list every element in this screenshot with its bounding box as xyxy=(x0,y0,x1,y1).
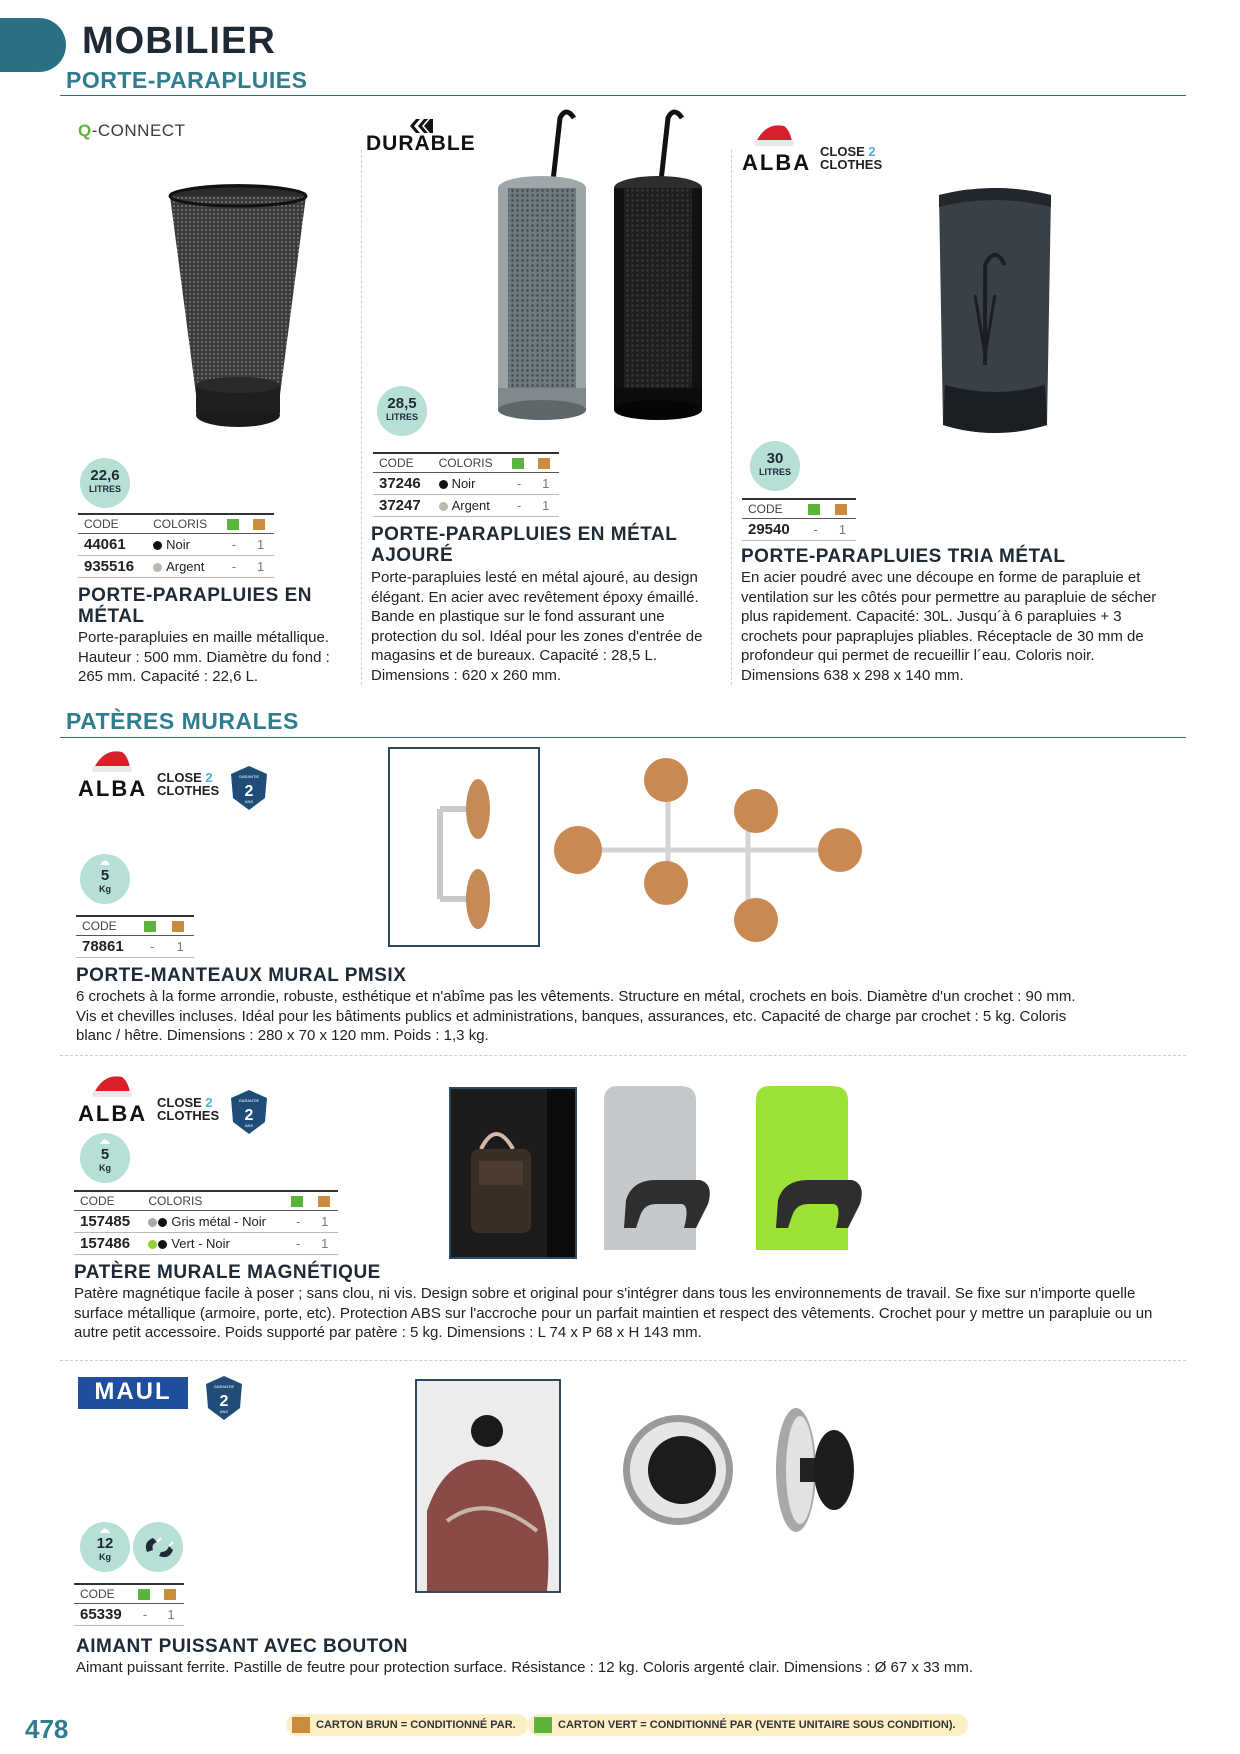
magnet-icon xyxy=(133,1522,183,1572)
brand-alba-logo: ALBA xyxy=(742,150,812,175)
coat-rack-side-image xyxy=(388,747,540,947)
table-row: 935516 Argent - 1 xyxy=(78,556,274,578)
product-name-p1: PORTE-PARAPLUIES EN MÉTAL xyxy=(78,585,313,627)
box-brown-icon xyxy=(164,1589,176,1600)
weight-badge: 5 Kg xyxy=(80,1133,130,1183)
magnetic-hook-green-image xyxy=(748,1080,878,1270)
color-swatch xyxy=(148,1218,157,1227)
box-green-icon xyxy=(534,1717,552,1733)
capacity-badge: 28,5 LITRES xyxy=(377,386,427,436)
svg-text:2: 2 xyxy=(244,1107,254,1124)
product-name-p6: AIMANT PUISSANT AVEC BOUTON xyxy=(76,1636,408,1657)
product-desc-p1: Porte-parapluies en maille métallique. Hauteur : 500 mm. Diamètre du fond : 265 mm. Capacité : 22,6 L. xyxy=(78,629,330,685)
guarantee-shield-icon xyxy=(229,1088,269,1136)
product-name-p4: PORTE-MANTEAUX MURAL PMSIX xyxy=(76,965,407,986)
product-table-p2: CODE COLORIS 37246 Noir - 1 37247 Argent - 1 xyxy=(373,452,559,517)
section-title-umbrella: PORTE-PARAPLUIES xyxy=(66,67,308,93)
section-title-hooks: PATÈRES MURALES xyxy=(66,708,299,734)
box-brown-icon xyxy=(835,504,847,515)
capacity-badge: 30 LITRES xyxy=(750,441,800,491)
header-tab xyxy=(0,18,66,72)
table-row: 37247 Argent - 1 xyxy=(373,495,559,517)
color-swatch xyxy=(153,563,162,572)
table-row: 37246 Noir - 1 xyxy=(373,473,559,495)
svg-text:ANS: ANS xyxy=(244,799,254,804)
box-green-icon xyxy=(291,1196,303,1207)
color-swatch xyxy=(158,1240,167,1249)
product-desc-p5: Patère magnétique facile à poser ; sans clou, ni vis. Design sobre et original pour s'intégrer dans tous les environnements de travail. Se fixe sur n'importe quelle surface métallique (armoire, porte, etc). Protection ABS sur l'accroche pour un parfait maintien et respect des vêtements. Crochet pour y mettre un parapluie ou un autre petit accessoire. Poids supporté par patère : 5 kg. Dimensions : L 74 x P 68 x H 143 mm. xyxy=(74,1285,1153,1341)
box-brown-icon xyxy=(538,458,550,469)
svg-text:GARANTIE: GARANTIE xyxy=(238,1098,260,1103)
color-swatch xyxy=(439,502,448,511)
weight-badge: 5 Kg xyxy=(80,854,130,904)
guarantee-shield-icon xyxy=(229,764,269,812)
section-rule xyxy=(60,95,1186,96)
magnet-front-image xyxy=(620,1412,740,1532)
product-table-p5: CODE COLORIS 157485 Gris métal - Noir - 1 157486 Vert - Noir - 1 xyxy=(74,1190,338,1255)
table-row: 157485 Gris métal - Noir - 1 xyxy=(74,1211,338,1233)
box-green-icon xyxy=(138,1589,150,1600)
table-row: 157486 Vert - Noir - 1 xyxy=(74,1233,338,1255)
table-row: 44061 Noir - 1 xyxy=(78,534,274,556)
brand-close2clothes-logo: CLOSE 2 CLOTHES xyxy=(157,1095,220,1123)
product-desc-p4: 6 crochets à la forme arrondie, robuste, esthétique et n'abîme pas les vêtements. Structure en métal, crochets en bois. Diamètre d'un crochet : 90 mm. Vis et chevilles incluses. Idéal pour les bâtiments publics et administrations, banques, assurances, etc. Capacité de charge par crochet : 5 kg. Coloris blanc / hêtre. Dimensions : 280 x 70 x 120 mm. Poids : 1,3 kg. xyxy=(76,988,1076,1044)
color-swatch xyxy=(158,1218,167,1227)
brand-alba-logo: ALBA xyxy=(78,1101,148,1126)
product-name-p2: PORTE-PARAPLUIES EN MÉTAL AJOURÉ xyxy=(371,524,677,566)
product-name-p5: PATÈRE MURALE MAGNÉTIQUE xyxy=(74,1262,381,1283)
perforated-umbrella-stands-image xyxy=(490,108,710,438)
page-title: MOBILIER xyxy=(82,20,276,62)
product-table-p1: CODE COLORIS 44061 Noir - 1 935516 Argent - 1 xyxy=(78,513,274,578)
legend-brown-box: CARTON BRUN = CONDITIONNÉ PAR. xyxy=(286,1714,528,1736)
product-table-p3: CODE 29540 - 1 xyxy=(742,498,856,541)
brand-maul-logo: MAUL xyxy=(78,1377,188,1409)
weight-badge: 12 Kg xyxy=(80,1522,130,1572)
coat-rack-front-image xyxy=(548,755,868,945)
product-table-p6: CODE 65339 - 1 xyxy=(74,1583,184,1626)
mesh-umbrella-stand-image xyxy=(160,180,320,450)
magnetic-hook-grey-image xyxy=(596,1080,726,1270)
weight-icon xyxy=(80,1135,130,1145)
magnet-side-image xyxy=(770,1400,870,1540)
product-name-p3: PORTE-PARAPLUIES TRIA MÉTAL xyxy=(741,546,1066,567)
legend-green-box: CARTON VERT = CONDITIONNÉ PAR (VENTE UNITAIRE SOUS CONDITION). xyxy=(528,1714,968,1736)
alba-hat-icon xyxy=(90,1071,134,1097)
product-desc-p3: En acier poudré avec une découpe en forme de parapluie et ventilation sur les côtés pour permettre au parapluie de sécher plus rapidement. Capacité: 30L. Jusqu´à 6 parapluies + 3 crochets pour papraplujes pliables. Réceptacle de 30 mm de profondeur qui permet de recueillir l´eau. Coloris noir. Dimensions 638 x 298 x 140 mm. xyxy=(741,569,1157,684)
color-swatch xyxy=(153,541,162,550)
table-row: 78861 - 1 xyxy=(76,936,194,958)
page-number: 478 xyxy=(25,1714,69,1744)
guarantee-shield-icon xyxy=(204,1374,244,1422)
color-swatch xyxy=(148,1240,157,1249)
alba-hat-icon xyxy=(752,120,796,146)
svg-text:2: 2 xyxy=(219,1393,229,1410)
box-green-icon xyxy=(512,458,524,469)
box-green-icon xyxy=(144,921,156,932)
product-desc-p2: Porte-parapluies lesté en métal ajouré, au design élégant. En acier avec revêtement époxy émaillé. Bande en plastique sur le fond assurant une protection du sol. Idéal pour les zones d'entrée de magasins et de bureaux. Capacité : 28,5 L. Dimensions : 620 x 260 mm. xyxy=(371,569,703,684)
product-divider xyxy=(60,1360,1186,1361)
product-table-p4: CODE 78861 - 1 xyxy=(76,915,194,958)
tria-umbrella-stand-image xyxy=(935,185,1055,455)
svg-text:ANS: ANS xyxy=(219,1409,229,1414)
capacity-badge: 22,6 LITRES xyxy=(80,458,130,508)
column-divider xyxy=(731,150,732,685)
svg-text:ANS: ANS xyxy=(244,1123,254,1128)
brand-durable-logo: DURABLE xyxy=(366,132,476,155)
column-divider xyxy=(361,150,362,685)
box-brown-icon xyxy=(292,1717,310,1733)
brand-qconnect-logo: Q-CONNECT xyxy=(78,121,186,140)
product-desc-p6: Aimant puissant ferrite. Pastille de feutre pour protection surface. Résistance : 12 kg. Coloris argenté clair. Dimensions : Ø 67 x 33 mm. xyxy=(76,1659,974,1676)
brand-alba-logo: ALBA xyxy=(78,776,148,801)
color-swatch xyxy=(439,480,448,489)
section-rule xyxy=(60,737,1186,738)
weight-icon xyxy=(80,856,130,866)
svg-text:GARANTIE: GARANTIE xyxy=(213,1384,235,1389)
box-brown-icon xyxy=(172,921,184,932)
product-divider xyxy=(60,1055,1186,1056)
table-row: 65339 - 1 xyxy=(74,1604,184,1626)
box-brown-icon xyxy=(318,1196,330,1207)
box-green-icon xyxy=(227,519,239,530)
svg-text:2: 2 xyxy=(244,783,254,800)
svg-text:GARANTIE: GARANTIE xyxy=(238,774,260,779)
magnetic-hook-in-use-image xyxy=(449,1087,577,1259)
table-row: 29540 - 1 xyxy=(742,519,856,541)
weight-icon xyxy=(80,1524,130,1534)
alba-hat-icon xyxy=(90,746,134,772)
box-green-icon xyxy=(808,504,820,515)
box-brown-icon xyxy=(253,519,265,530)
brand-close2clothes-logo: CLOSE 2 CLOTHES xyxy=(157,770,220,798)
magnet-hook-backpack-image xyxy=(415,1379,561,1593)
brand-close2clothes-logo: CLOSE 2 CLOTHES xyxy=(820,144,883,172)
